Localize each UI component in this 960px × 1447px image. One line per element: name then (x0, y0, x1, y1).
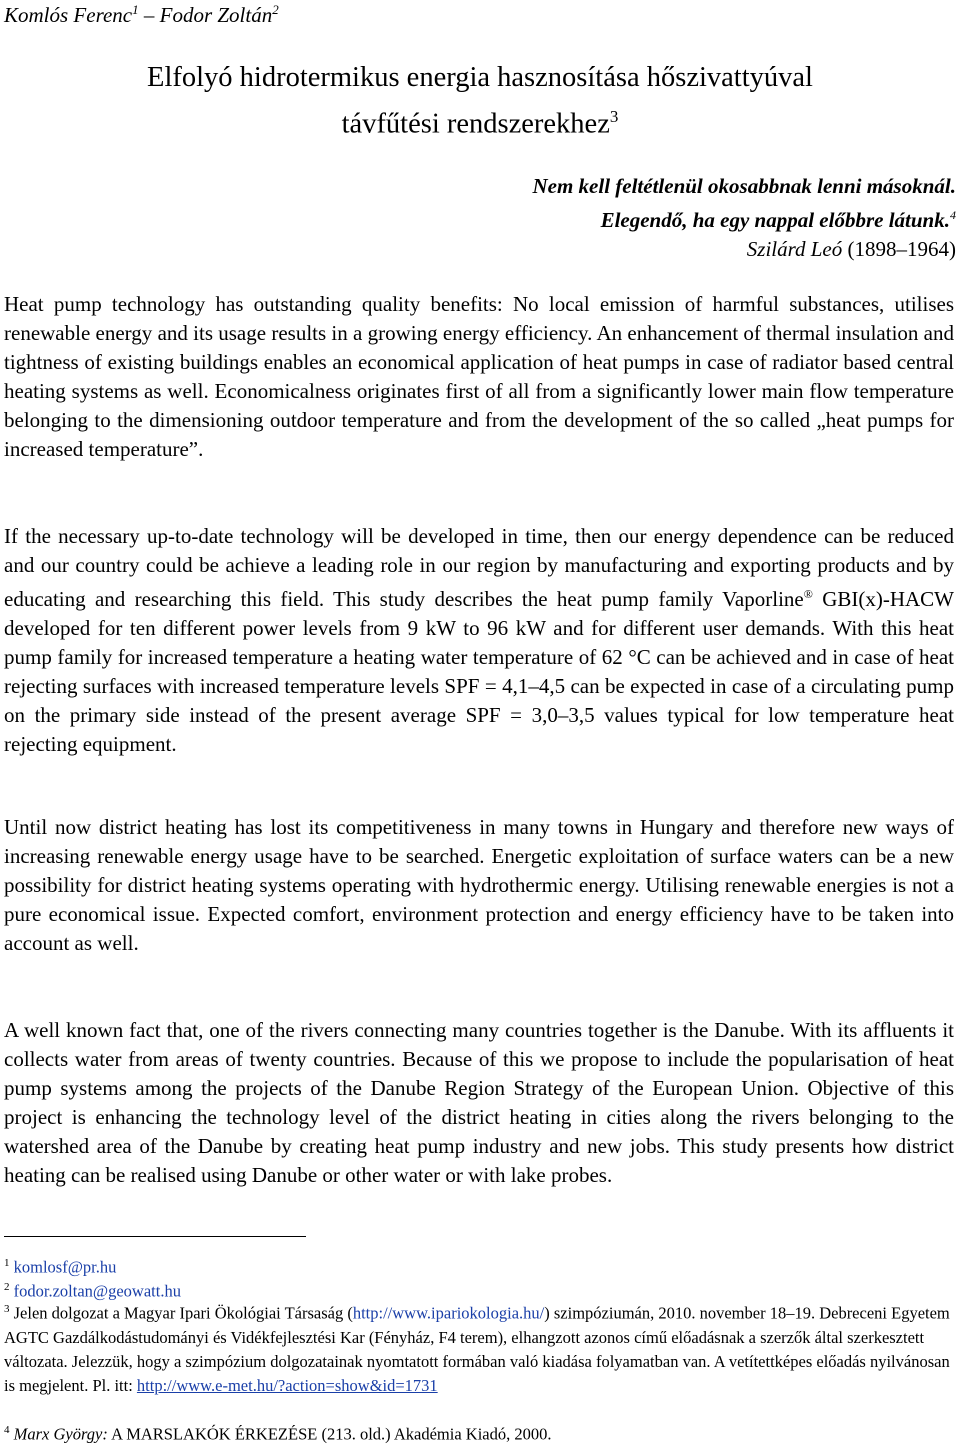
footnote-4-number: 4 (4, 1424, 10, 1436)
footnote-1-number: 1 (4, 1257, 10, 1269)
abstract-paragraph-1: Heat pump technology has outstanding quality benefits: No local emission of harmful substances, utilises renewable energy and its usage results in a growing energy efficiency. An enhancement of thermal insulation and tightness of existing buildings enables an economical application of heat pumps in case of radiator based central heating systems as well. Economicalness originates first of all from a significantly lower main flow temperature belonging to the dimensioning outdoor temperature and from the development of the so called „heat pumps for increased temperature”. (4, 292, 954, 461)
authors-line (4, 2, 279, 28)
footnote-3-ipariokologia-link[interactable]: http://www.ipariokologia.hu/ (352, 1303, 545, 1323)
paper-title (0, 58, 960, 144)
footnote-4-author: Marx György: (13, 1424, 108, 1444)
footnote-3-number: 3 (4, 1303, 10, 1315)
footnote-4 (4, 1418, 952, 1447)
epigraph-attribution (532, 235, 956, 264)
authors-separator: – (138, 3, 160, 27)
author-footnote-ref-1[interactable]: 1 (132, 2, 139, 17)
title-line-2: távfűtési rendszerekhez$^3$ (341, 107, 619, 140)
epigraph-footnote-ref[interactable]: 4 (950, 208, 956, 222)
footnote-4-text: A MARSLAKÓK ÉRKEZÉSE (213. old.) Akadémia Kiadó, 2000. (107, 1424, 552, 1444)
author-komlos: Komlós Ferenc (4, 3, 133, 27)
footnote-2-email-link[interactable]: fodor.zoltan@geowatt.hu (13, 1281, 181, 1301)
footnote-divider (4, 1236, 306, 1237)
title-line-1: Elfolyó hidrotermikus energia hasznosítása hőszivattyúval (147, 62, 813, 93)
registered-mark: ® (803, 587, 813, 601)
footnote-3-emet-link[interactable]: http://www.e-met.hu/?action=show&id=1731 (136, 1375, 438, 1395)
epigraph-line-2: Elegendő, ha egy nappal előbbre látunk.$^4$ (600, 208, 956, 232)
epigraph-years: (1898–1964) (847, 237, 956, 261)
abstract-paragraph-2: If the necessary up-to-date technology will be developed in time, then our energy dependence can be reduced and our country could be achieve a leading role in our region by manufacturing and exporting products and by educating and researching this field. This study describes the heat pump family Vaporline® GBI(x)-HACW developed for ten different power levels from 9 kW to 96 kW and for different user demands. With this heat pump family for increased temperature a heating water temperature of 62 °C can be achieved and in case of heat rejecting surfaces with increased temperature levels SPF = 4,1–4,5 can be expected in case of a circulating pump on the primary side instead of the present average SPF = 3,0–3,5 values typical for low temperature heat rejecting equipment. (4, 524, 954, 756)
title-footnote-ref[interactable]: 3 (609, 107, 619, 126)
epigraph-line-1: Nem kell feltétlenül okosabbnak lenni másoknál. (532, 174, 956, 198)
footnote-2-number: 2 (4, 1281, 10, 1293)
author-footnote-ref-2[interactable]: 2 (272, 2, 279, 17)
footnote-3: $^3$ Jelen dolgozat a Magyar Ipari Ökológiai Társaság (http://www.ipariokologia.hu/) szimpóziumán, 2010. november 18–19. Debreceni Egyetem AGTC Gazdálkodástudományi és Vidékfejlesztési Kar (Fényház, F4 terem), elhangzott azonos című előadásnak a szerzők által szerkesztett változata. Jelezzük, hogy a szimpózium dolgozatainak nyomtatott formában való kiadása folyamatban van. A vetítettképes előadás nyilvánosan is megjelent. Pl. itt: http://www.e-met.hu/?action=show&id=1731 (4, 1303, 950, 1395)
epigraph (532, 172, 956, 264)
epigraph-author: Szilárd Leó (746, 237, 843, 261)
abstract-paragraph-4: A well known fact that, one of the rivers connecting many countries together is the Danube. With its affluents it collects water from areas of twenty countries. Because of this we propose to include the popularisation of heat pump systems among the projects of the Danube Region Strategy of the European Union. Objective of this project is enhancing the technology level of the district heating in cities along the rivers belonging to the watershed area of the Danube by creating heat pump industry and new jobs. This study presents how district heating can be realised using Danube or other water or with lake probes. (4, 1018, 954, 1187)
author-fodor: Fodor Zoltán (159, 3, 273, 27)
abstract-paragraph-3: Until now district heating has lost its competitiveness in many towns in Hungary and therefore new ways of increasing renewable energy usage have to be searched. Energetic exploitation of surface waters can be a new possibility for district heating systems operating with hydrothermic energy. Utilising renewable energies is not a pure economical issue. Expected comfort, environment protection and energy efficiency have to be taken into account as well. (4, 815, 954, 955)
footnote-1-email-link[interactable]: komlosf@pr.hu (13, 1257, 117, 1277)
